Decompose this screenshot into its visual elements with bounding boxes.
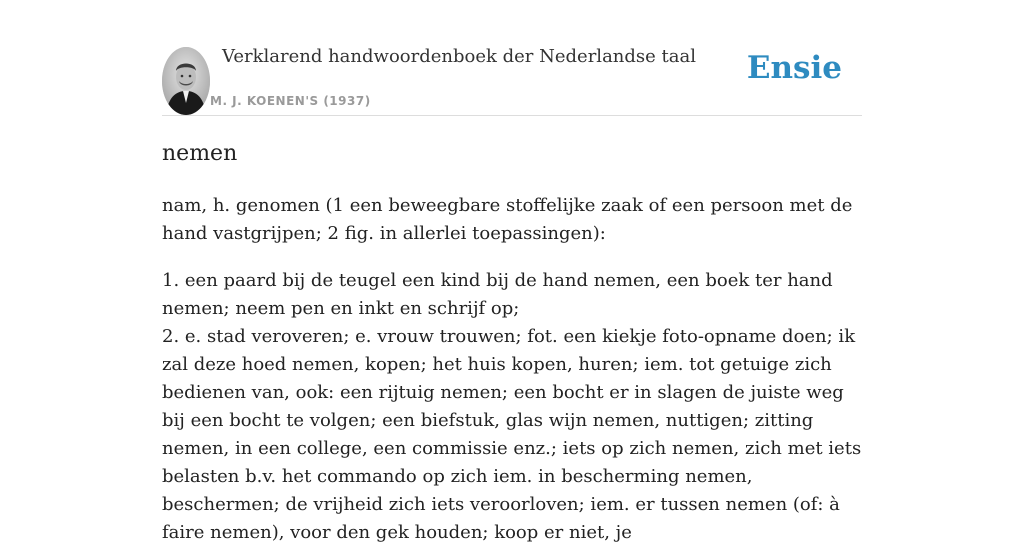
author-portrait — [162, 47, 210, 115]
header — [162, 0, 862, 116]
paragraph-spacer — [162, 248, 862, 267]
page — [162, 0, 862, 543]
book-title: Verklarend handwoordenboek der Nederlandse taal — [222, 46, 696, 67]
entry-headword: nemen — [162, 141, 238, 166]
entry-sense-1: 1. een paard bij de teugel een kind bij de hand nemen, een boek ter hand nemen; neem pen en inkt en schrijf op; — [162, 270, 833, 319]
entry-sense-2: 2. e. stad veroveren; e. vrouw trouwen; fot. een kiekje foto-opname doen; ik zal deze hoed nemen, kopen; het huis kopen, huren; iem. tot getuige zich bedienen van, ook: een rijtuig nemen; een bocht er in slagen de juiste weg bij een bocht te volgen; een biefstuk, glas wijn nemen, nuttigen; zitting nemen, in een college, een commissie enz.; iets op zich nemen, zich met iets belasten b.v. het commando op zich iem. in bescherming nemen, beschermen; de vrijheid zich iets veroorloven; iem. er tussen nemen (of: à faire nemen), voor den gek houden; koop er niet, je — [162, 326, 862, 543]
entry-definition: nam, h. genomen (1 een beweegbare stoffelijke zaak of een persoon met de hand vastgrijpen; 2 fig. in allerlei toepassingen): — [162, 195, 853, 244]
ensie-logo-link[interactable]: Ensie — [746, 50, 842, 86]
entry-body — [162, 192, 862, 547]
portrait-image — [162, 47, 210, 115]
author-edition-label: M. J. KOENEN'S (1937) — [210, 94, 371, 108]
